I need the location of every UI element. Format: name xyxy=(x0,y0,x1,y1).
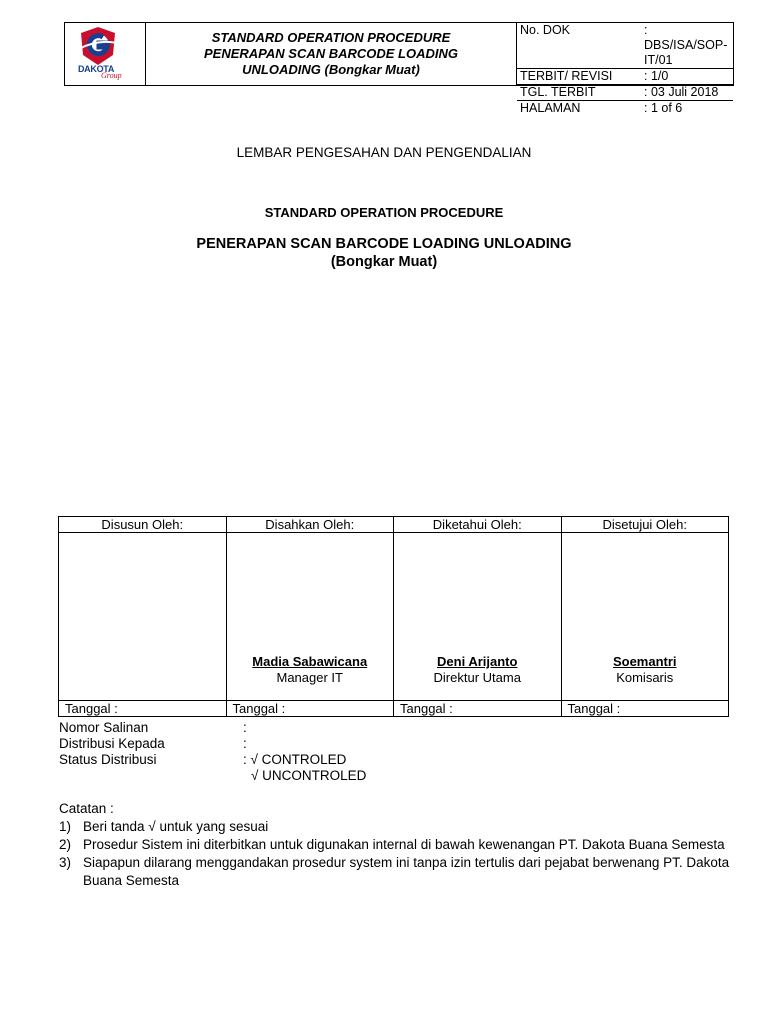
document-header xyxy=(64,22,734,115)
meta-row-revisi xyxy=(517,69,733,85)
logo-sub: Group xyxy=(101,71,122,80)
note-text: Siapapun dilarang menggandakan prosedur system ini tanpa izin tertulis dari pejabat berwenang PT. Dakota Buana Semesta xyxy=(83,855,730,888)
meta-key: TERBIT/ REVISI xyxy=(520,69,613,83)
col-disahkan: Disahkan Oleh: xyxy=(226,517,394,533)
dakota-logo-icon xyxy=(77,25,119,67)
date-cell: Tanggal : xyxy=(226,701,394,717)
signature-date-row xyxy=(59,701,729,717)
meta-value: : 03 Juli 2018 xyxy=(644,85,719,99)
meta-value: : 1 of 6 xyxy=(644,101,683,115)
meta-row-halaman xyxy=(517,101,733,116)
dist-value: : xyxy=(243,720,247,735)
dist-row xyxy=(59,752,366,768)
lembar-heading: LEMBAR PENGESAHAN DAN PENGENDALIAN xyxy=(236,145,532,160)
signature-table xyxy=(58,516,729,717)
signature-cell xyxy=(226,533,394,701)
signer-name: Deni Arijanto xyxy=(437,654,518,669)
dist-value: : √ CONTROLED xyxy=(243,752,347,767)
note-item xyxy=(59,854,739,890)
meta-key: HALAMAN xyxy=(520,101,581,115)
doc-title xyxy=(0,235,768,271)
logo-cell xyxy=(65,23,146,85)
notes-title: Catatan : xyxy=(59,801,114,816)
header-title-line: STANDARD OPERATION PROCEDURE xyxy=(211,30,451,45)
date-cell: Tanggal : xyxy=(561,701,729,717)
note-text: Prosedur Sistem ini diterbitkan untuk digunakan internal di bawah kewenangan PT. Dakota Buana Semesta xyxy=(83,837,725,852)
date-cell: Tanggal : xyxy=(394,701,562,717)
signature-header-row xyxy=(59,517,729,533)
signer-name: Madia Sabawicana xyxy=(252,654,368,669)
signer-role: Komisaris xyxy=(616,670,674,685)
date-cell: Tanggal : xyxy=(59,701,227,717)
sop-label: STANDARD OPERATION PROCEDURE xyxy=(264,205,504,220)
meta-row-tgl-terbit xyxy=(517,85,733,101)
note-number: 1) xyxy=(59,819,72,834)
col-disetujui: Disetujui Oleh: xyxy=(561,517,729,533)
signature-body-row xyxy=(59,533,729,701)
note-text: Beri tanda √ untuk yang sesuai xyxy=(83,819,269,834)
notes xyxy=(59,800,739,890)
dist-key: Distribusi Kepada xyxy=(59,736,165,751)
dist-key: Status Distribusi xyxy=(59,752,157,767)
dist-uncontroled: √ UNCONTROLED xyxy=(251,768,367,783)
note-number: 3) xyxy=(59,855,72,870)
meta-row-no-dok xyxy=(517,23,733,69)
signature-cell xyxy=(394,533,562,701)
meta-key: No. DOK xyxy=(520,23,571,37)
col-diketahui: Diketahui Oleh: xyxy=(394,517,562,533)
dist-value: : xyxy=(243,736,247,751)
signature-cell xyxy=(59,533,227,701)
doc-title-line2: (Bongkar Muat) xyxy=(330,254,438,270)
header-title xyxy=(146,23,517,85)
signer-role: Direktur Utama xyxy=(433,670,521,685)
distribution-info xyxy=(59,720,366,784)
note-item xyxy=(59,836,739,854)
meta-value: : DBS/ISA/SOP-IT/01 xyxy=(644,23,728,67)
col-disusun: Disusun Oleh: xyxy=(59,517,227,533)
doc-title-line1: PENERAPAN SCAN BARCODE LOADING UNLOADING xyxy=(196,236,572,252)
signer-name: Soemantri xyxy=(612,654,677,669)
header-meta xyxy=(517,23,733,115)
meta-key: TGL. TERBIT xyxy=(520,85,596,99)
dist-row xyxy=(59,720,366,736)
dist-key: Nomor Salinan xyxy=(59,720,149,735)
header-title-line: UNLOADING (Bongkar Muat) xyxy=(242,62,420,77)
logo-name: DAKOTA xyxy=(77,64,115,74)
note-item xyxy=(59,818,739,836)
signer-role: Manager IT xyxy=(276,670,343,685)
meta-value: : 1/0 xyxy=(644,69,669,83)
signature-cell xyxy=(561,533,729,701)
dist-row xyxy=(59,736,366,752)
header-title-line: PENERAPAN SCAN BARCODE LOADING xyxy=(204,46,458,61)
note-number: 2) xyxy=(59,837,72,852)
